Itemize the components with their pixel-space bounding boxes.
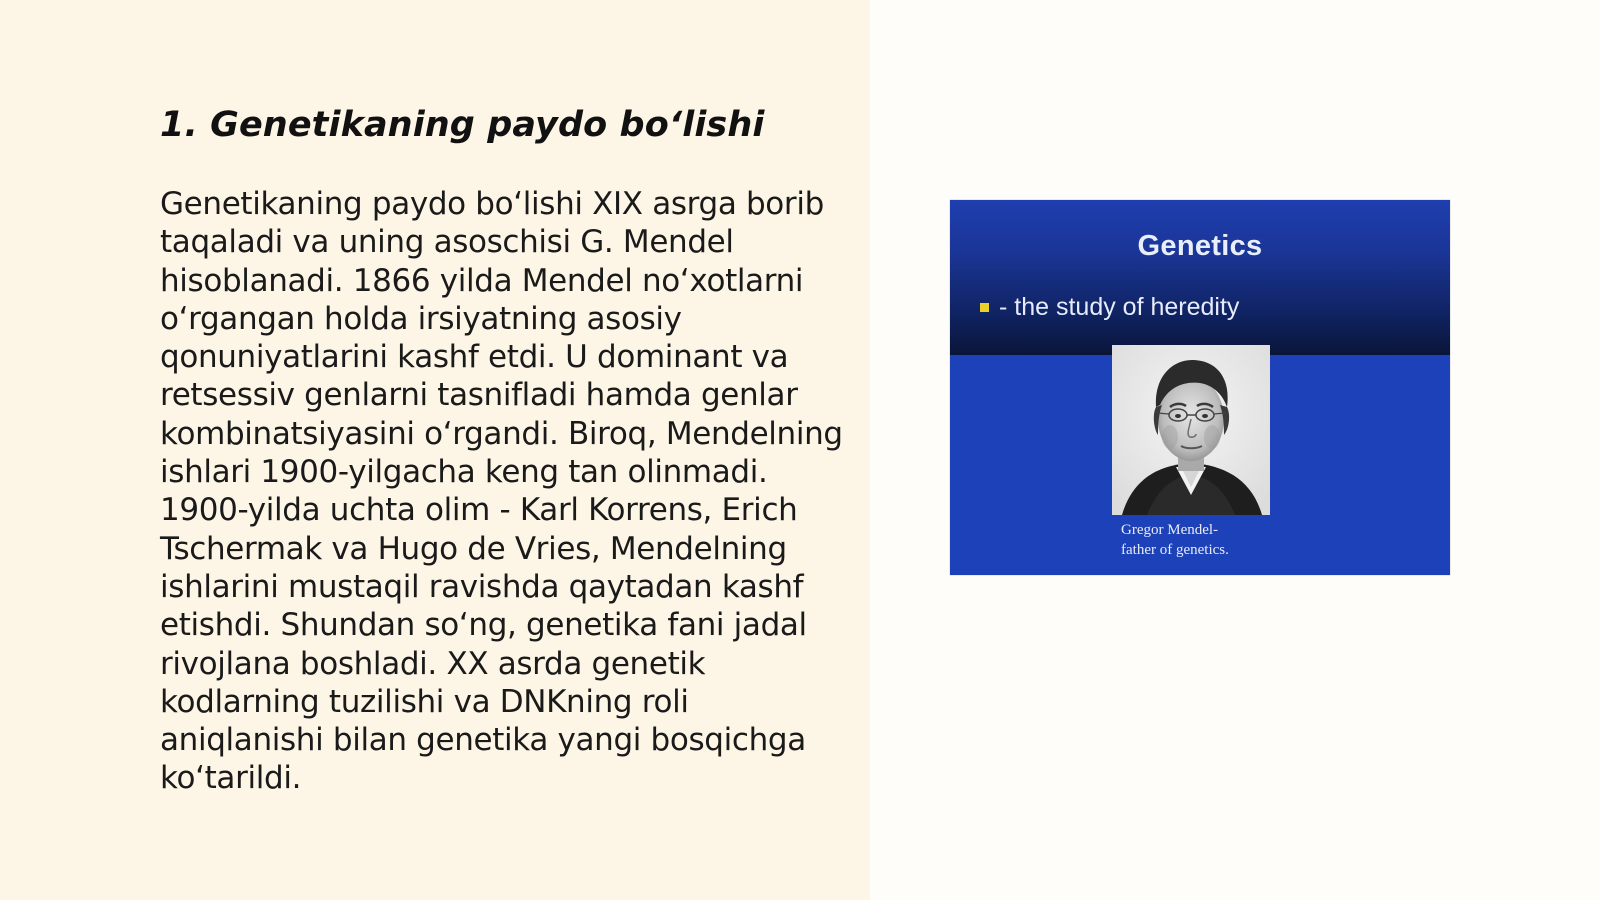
slide-title: Genetics: [1137, 230, 1263, 262]
slide-bullet-text: - the study of heredity: [999, 293, 1240, 321]
portrait-illustration: [1112, 345, 1270, 515]
slide-header: [950, 200, 1450, 355]
slide-caption: [1121, 520, 1321, 560]
genetics-slide-image: [950, 200, 1450, 575]
slide-bullet-row: [980, 293, 1239, 322]
caption-line-1: Gregor Mendel-: [1121, 522, 1219, 538]
square-bullet-icon: [980, 303, 989, 312]
caption-line-2: father of genetics.: [1121, 542, 1229, 558]
body-paragraph: Genetikaning paydo boʻlishi XIX asrga borib taqaladi va uning asoschisi G. Mendel hisoblanadi. 1866 yilda Mendel noʻxotlarni oʻrgangan holda irsiyatning asosiy qonuniyatlarini kashf etdi. U dominant va retsessiv genlarni tasnifladi hamda genlar kombinatsiyasini oʻrgandi. Biroq, Mendelning ishlari 1900-yilgacha keng tan olinmadi. 1900-yilda uchta olim - Karl Korrens, Erich Tschermak va Hugo de Vries, Mendelning ishlarini mustaqil ravishda qaytadan kashf etishdi. Shundan soʻng, genetika fani jadal rivojlana boshladi. XX asrda genetik kodlarning tuzilishi va DNKning roli aniqlanishi bilan genetika yangi bosqichga koʻtarildi.: [160, 186, 843, 797]
page-title: 1. Genetikaning paydo boʻlishi: [160, 105, 765, 145]
mendel-portrait: [1112, 345, 1270, 515]
